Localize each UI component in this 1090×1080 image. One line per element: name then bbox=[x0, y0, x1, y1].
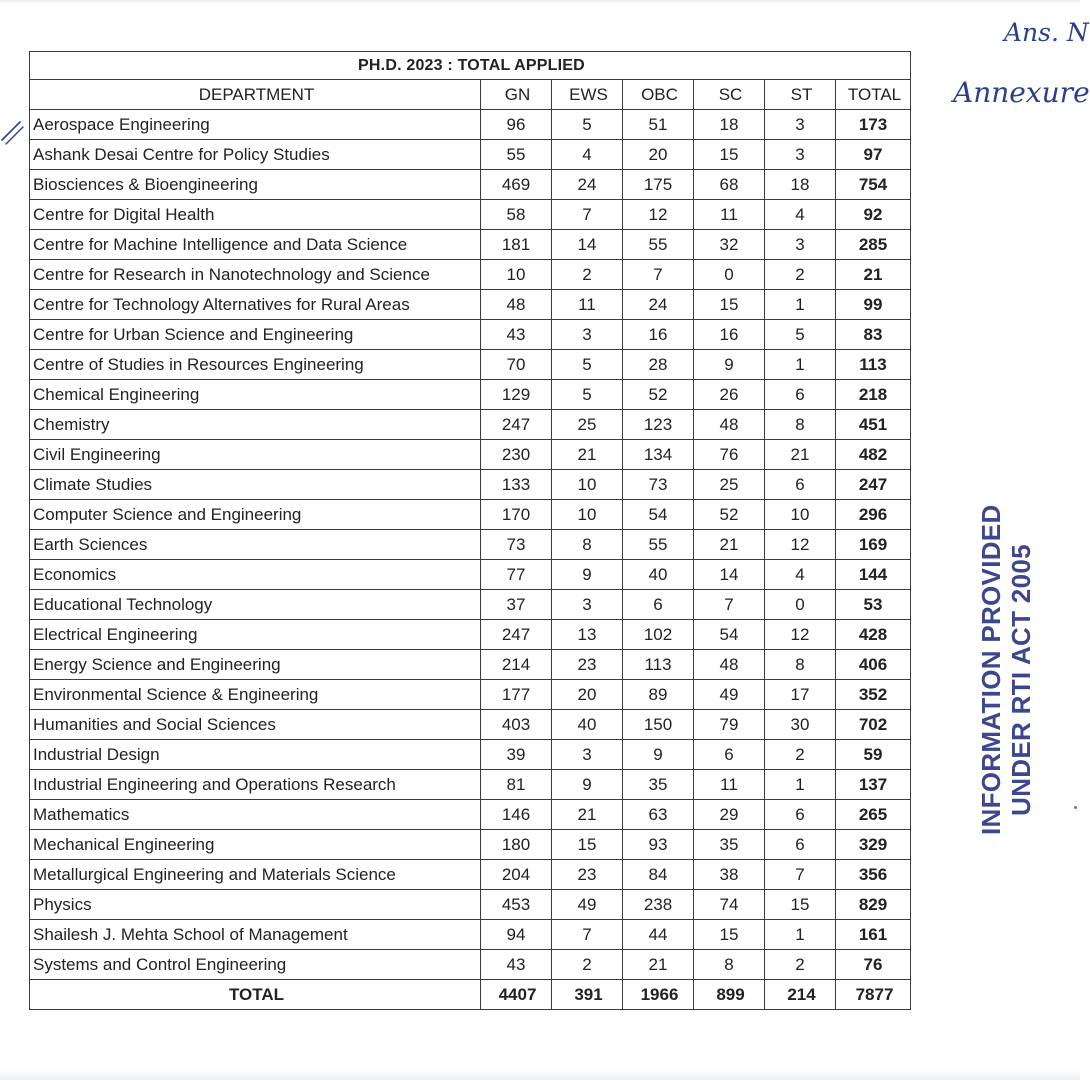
cell-department: Metallurgical Engineering and Materials Science bbox=[30, 860, 481, 890]
cell-sc: 11 bbox=[694, 200, 765, 230]
cell-sc: 0 bbox=[694, 260, 765, 290]
cell-st: 15 bbox=[765, 890, 836, 920]
cell-ews: 10 bbox=[552, 500, 623, 530]
cell-gn: 177 bbox=[481, 680, 552, 710]
cell-total: 113 bbox=[836, 350, 911, 380]
cell-sc: 76 bbox=[694, 440, 765, 470]
cell-department: Centre for Digital Health bbox=[30, 200, 481, 230]
header-total: TOTAL bbox=[836, 80, 911, 110]
cell-ews: 9 bbox=[552, 770, 623, 800]
cell-sc: 79 bbox=[694, 710, 765, 740]
pen-tick-mark bbox=[0, 116, 26, 146]
cell-sc: 32 bbox=[694, 230, 765, 260]
cell-st: 3 bbox=[765, 230, 836, 260]
cell-total: 59 bbox=[836, 740, 911, 770]
cell-st: 21 bbox=[765, 440, 836, 470]
cell-ews: 3 bbox=[552, 320, 623, 350]
table-row bbox=[30, 680, 911, 710]
table-row bbox=[30, 230, 911, 260]
cell-total: 829 bbox=[836, 890, 911, 920]
cell-obc: 123 bbox=[623, 410, 694, 440]
cell-st: 6 bbox=[765, 800, 836, 830]
table-row bbox=[30, 260, 911, 290]
table-row bbox=[30, 350, 911, 380]
cell-sc: 48 bbox=[694, 410, 765, 440]
cell-department: Centre of Studies in Resources Engineering bbox=[30, 350, 481, 380]
table-row bbox=[30, 920, 911, 950]
cell-department: Humanities and Social Sciences bbox=[30, 710, 481, 740]
ink-speck bbox=[1074, 806, 1077, 809]
stamp-line-1: INFORMATION PROVIDED bbox=[976, 504, 1006, 835]
cell-gn: 77 bbox=[481, 560, 552, 590]
cell-sc: 6 bbox=[694, 740, 765, 770]
cell-obc: 150 bbox=[623, 710, 694, 740]
cell-total: 83 bbox=[836, 320, 911, 350]
table-row bbox=[30, 530, 911, 560]
cell-obc: 9 bbox=[623, 740, 694, 770]
cell-st: 30 bbox=[765, 710, 836, 740]
cell-department: Centre for Technology Alternatives for Rural Areas bbox=[30, 290, 481, 320]
cell-ews: 3 bbox=[552, 740, 623, 770]
cell-gn: 133 bbox=[481, 470, 552, 500]
cell-gn: 58 bbox=[481, 200, 552, 230]
cell-gn: 403 bbox=[481, 710, 552, 740]
table-row bbox=[30, 110, 911, 140]
table-row bbox=[30, 380, 911, 410]
table-row bbox=[30, 800, 911, 830]
cell-department: Climate Studies bbox=[30, 470, 481, 500]
rti-stamp bbox=[976, 504, 1036, 835]
cell-st: 0 bbox=[765, 590, 836, 620]
page-edge-top bbox=[0, 0, 1080, 4]
cell-obc: 35 bbox=[623, 770, 694, 800]
table-row bbox=[30, 500, 911, 530]
cell-ews: 15 bbox=[552, 830, 623, 860]
cell-st: 7 bbox=[765, 860, 836, 890]
cell-obc: 238 bbox=[623, 890, 694, 920]
cell-total: 352 bbox=[836, 680, 911, 710]
cell-gn: 247 bbox=[481, 410, 552, 440]
cell-gn: 55 bbox=[481, 140, 552, 170]
header-gn: GN bbox=[481, 80, 552, 110]
cell-sc: 21 bbox=[694, 530, 765, 560]
totals-st: 214 bbox=[765, 980, 836, 1010]
cell-obc: 12 bbox=[623, 200, 694, 230]
cell-obc: 52 bbox=[623, 380, 694, 410]
table-row bbox=[30, 200, 911, 230]
table-row bbox=[30, 620, 911, 650]
cell-gn: 230 bbox=[481, 440, 552, 470]
cell-ews: 13 bbox=[552, 620, 623, 650]
cell-gn: 170 bbox=[481, 500, 552, 530]
cell-ews: 9 bbox=[552, 560, 623, 590]
cell-st: 5 bbox=[765, 320, 836, 350]
cell-gn: 70 bbox=[481, 350, 552, 380]
cell-total: 356 bbox=[836, 860, 911, 890]
cell-st: 6 bbox=[765, 380, 836, 410]
cell-department: Shailesh J. Mehta School of Management bbox=[30, 920, 481, 950]
cell-ews: 2 bbox=[552, 950, 623, 980]
cell-total: 296 bbox=[836, 500, 911, 530]
cell-gn: 94 bbox=[481, 920, 552, 950]
cell-ews: 40 bbox=[552, 710, 623, 740]
cell-sc: 15 bbox=[694, 920, 765, 950]
cell-obc: 20 bbox=[623, 140, 694, 170]
table-row bbox=[30, 560, 911, 590]
cell-sc: 74 bbox=[694, 890, 765, 920]
cell-total: 285 bbox=[836, 230, 911, 260]
cell-sc: 38 bbox=[694, 860, 765, 890]
cell-obc: 102 bbox=[623, 620, 694, 650]
cell-total: 406 bbox=[836, 650, 911, 680]
cell-obc: 28 bbox=[623, 350, 694, 380]
cell-ews: 7 bbox=[552, 920, 623, 950]
cell-obc: 16 bbox=[623, 320, 694, 350]
cell-ews: 10 bbox=[552, 470, 623, 500]
cell-department: Civil Engineering bbox=[30, 440, 481, 470]
cell-ews: 21 bbox=[552, 800, 623, 830]
table-row bbox=[30, 440, 911, 470]
cell-ews: 2 bbox=[552, 260, 623, 290]
cell-total: 53 bbox=[836, 590, 911, 620]
handwritten-note-answer: Ans. N bbox=[1004, 18, 1089, 47]
cell-gn: 39 bbox=[481, 740, 552, 770]
cell-st: 2 bbox=[765, 740, 836, 770]
cell-gn: 43 bbox=[481, 320, 552, 350]
cell-total: 702 bbox=[836, 710, 911, 740]
cell-sc: 49 bbox=[694, 680, 765, 710]
cell-st: 6 bbox=[765, 830, 836, 860]
cell-department: Computer Science and Engineering bbox=[30, 500, 481, 530]
cell-obc: 6 bbox=[623, 590, 694, 620]
cell-st: 3 bbox=[765, 140, 836, 170]
table-row bbox=[30, 860, 911, 890]
cell-gn: 204 bbox=[481, 860, 552, 890]
cell-gn: 37 bbox=[481, 590, 552, 620]
cell-department: Centre for Machine Intelligence and Data Science bbox=[30, 230, 481, 260]
cell-obc: 24 bbox=[623, 290, 694, 320]
cell-department: Systems and Control Engineering bbox=[30, 950, 481, 980]
cell-obc: 40 bbox=[623, 560, 694, 590]
cell-sc: 15 bbox=[694, 290, 765, 320]
cell-st: 8 bbox=[765, 650, 836, 680]
totals-ews: 391 bbox=[552, 980, 623, 1010]
cell-st: 12 bbox=[765, 530, 836, 560]
table-title: PH.D. 2023 : TOTAL APPLIED bbox=[30, 52, 911, 80]
cell-department: Mechanical Engineering bbox=[30, 830, 481, 860]
cell-sc: 15 bbox=[694, 140, 765, 170]
cell-ews: 25 bbox=[552, 410, 623, 440]
header-department: DEPARTMENT bbox=[30, 80, 481, 110]
cell-total: 265 bbox=[836, 800, 911, 830]
cell-ews: 23 bbox=[552, 860, 623, 890]
cell-gn: 181 bbox=[481, 230, 552, 260]
cell-sc: 26 bbox=[694, 380, 765, 410]
cell-st: 6 bbox=[765, 470, 836, 500]
cell-obc: 54 bbox=[623, 500, 694, 530]
table-row bbox=[30, 410, 911, 440]
table-row bbox=[30, 890, 911, 920]
cell-obc: 175 bbox=[623, 170, 694, 200]
cell-total: 144 bbox=[836, 560, 911, 590]
cell-gn: 146 bbox=[481, 800, 552, 830]
table-row bbox=[30, 650, 911, 680]
cell-sc: 16 bbox=[694, 320, 765, 350]
cell-st: 4 bbox=[765, 560, 836, 590]
cell-gn: 10 bbox=[481, 260, 552, 290]
table-row bbox=[30, 770, 911, 800]
totals-gn: 4407 bbox=[481, 980, 552, 1010]
cell-st: 1 bbox=[765, 770, 836, 800]
cell-obc: 73 bbox=[623, 470, 694, 500]
cell-total: 173 bbox=[836, 110, 911, 140]
cell-ews: 21 bbox=[552, 440, 623, 470]
cell-sc: 18 bbox=[694, 110, 765, 140]
cell-ews: 14 bbox=[552, 230, 623, 260]
cell-obc: 63 bbox=[623, 800, 694, 830]
cell-department: Ashank Desai Centre for Policy Studies bbox=[30, 140, 481, 170]
table-row bbox=[30, 710, 911, 740]
cell-gn: 129 bbox=[481, 380, 552, 410]
cell-department: Centre for Urban Science and Engineering bbox=[30, 320, 481, 350]
cell-st: 2 bbox=[765, 950, 836, 980]
totals-sc: 899 bbox=[694, 980, 765, 1010]
totals-grand: 7877 bbox=[836, 980, 911, 1010]
cell-obc: 55 bbox=[623, 530, 694, 560]
header-obc: OBC bbox=[623, 80, 694, 110]
totals-row bbox=[30, 980, 911, 1010]
table-row bbox=[30, 320, 911, 350]
cell-st: 12 bbox=[765, 620, 836, 650]
totals-obc: 1966 bbox=[623, 980, 694, 1010]
cell-total: 97 bbox=[836, 140, 911, 170]
cell-ews: 11 bbox=[552, 290, 623, 320]
cell-sc: 7 bbox=[694, 590, 765, 620]
cell-total: 754 bbox=[836, 170, 911, 200]
cell-total: 428 bbox=[836, 620, 911, 650]
cell-department: Electrical Engineering bbox=[30, 620, 481, 650]
cell-ews: 3 bbox=[552, 590, 623, 620]
handwritten-note-annexure: Annexure bbox=[953, 76, 1090, 109]
totals-label: TOTAL bbox=[30, 980, 481, 1010]
cell-department: Chemical Engineering bbox=[30, 380, 481, 410]
cell-st: 1 bbox=[765, 920, 836, 950]
table-row bbox=[30, 140, 911, 170]
cell-sc: 48 bbox=[694, 650, 765, 680]
applications-table bbox=[29, 51, 911, 1010]
cell-department: Energy Science and Engineering bbox=[30, 650, 481, 680]
cell-total: 21 bbox=[836, 260, 911, 290]
cell-total: 137 bbox=[836, 770, 911, 800]
cell-st: 10 bbox=[765, 500, 836, 530]
cell-total: 76 bbox=[836, 950, 911, 980]
cell-department: Biosciences & Bioengineering bbox=[30, 170, 481, 200]
cell-department: Mathematics bbox=[30, 800, 481, 830]
table-row bbox=[30, 170, 911, 200]
cell-sc: 9 bbox=[694, 350, 765, 380]
cell-ews: 23 bbox=[552, 650, 623, 680]
cell-st: 1 bbox=[765, 350, 836, 380]
cell-department: Industrial Engineering and Operations Research bbox=[30, 770, 481, 800]
cell-gn: 214 bbox=[481, 650, 552, 680]
cell-department: Environmental Science & Engineering bbox=[30, 680, 481, 710]
cell-gn: 453 bbox=[481, 890, 552, 920]
header-st: ST bbox=[765, 80, 836, 110]
cell-st: 4 bbox=[765, 200, 836, 230]
cell-obc: 55 bbox=[623, 230, 694, 260]
table-row bbox=[30, 290, 911, 320]
cell-sc: 25 bbox=[694, 470, 765, 500]
page-edge-bottom bbox=[0, 1070, 1080, 1080]
cell-sc: 68 bbox=[694, 170, 765, 200]
header-ews: EWS bbox=[552, 80, 623, 110]
cell-total: 451 bbox=[836, 410, 911, 440]
cell-department: Educational Technology bbox=[30, 590, 481, 620]
cell-total: 329 bbox=[836, 830, 911, 860]
cell-sc: 11 bbox=[694, 770, 765, 800]
cell-obc: 89 bbox=[623, 680, 694, 710]
cell-sc: 8 bbox=[694, 950, 765, 980]
cell-st: 18 bbox=[765, 170, 836, 200]
table-row bbox=[30, 740, 911, 770]
cell-obc: 113 bbox=[623, 650, 694, 680]
cell-total: 92 bbox=[836, 200, 911, 230]
table-row bbox=[30, 950, 911, 980]
cell-department: Physics bbox=[30, 890, 481, 920]
cell-gn: 73 bbox=[481, 530, 552, 560]
table-row bbox=[30, 830, 911, 860]
cell-total: 99 bbox=[836, 290, 911, 320]
cell-obc: 21 bbox=[623, 950, 694, 980]
cell-total: 169 bbox=[836, 530, 911, 560]
cell-obc: 7 bbox=[623, 260, 694, 290]
cell-st: 2 bbox=[765, 260, 836, 290]
cell-gn: 180 bbox=[481, 830, 552, 860]
cell-obc: 44 bbox=[623, 920, 694, 950]
cell-total: 482 bbox=[836, 440, 911, 470]
cell-st: 8 bbox=[765, 410, 836, 440]
cell-obc: 93 bbox=[623, 830, 694, 860]
cell-ews: 8 bbox=[552, 530, 623, 560]
cell-st: 3 bbox=[765, 110, 836, 140]
cell-obc: 51 bbox=[623, 110, 694, 140]
cell-department: Economics bbox=[30, 560, 481, 590]
cell-total: 247 bbox=[836, 470, 911, 500]
cell-obc: 134 bbox=[623, 440, 694, 470]
cell-gn: 469 bbox=[481, 170, 552, 200]
cell-department: Industrial Design bbox=[30, 740, 481, 770]
cell-ews: 5 bbox=[552, 110, 623, 140]
header-row bbox=[30, 80, 911, 110]
table-row bbox=[30, 470, 911, 500]
cell-obc: 84 bbox=[623, 860, 694, 890]
cell-ews: 4 bbox=[552, 140, 623, 170]
cell-department: Earth Sciences bbox=[30, 530, 481, 560]
cell-gn: 247 bbox=[481, 620, 552, 650]
cell-gn: 81 bbox=[481, 770, 552, 800]
cell-gn: 43 bbox=[481, 950, 552, 980]
header-sc: SC bbox=[694, 80, 765, 110]
cell-sc: 29 bbox=[694, 800, 765, 830]
cell-department: Chemistry bbox=[30, 410, 481, 440]
cell-ews: 7 bbox=[552, 200, 623, 230]
cell-total: 161 bbox=[836, 920, 911, 950]
cell-department: Aerospace Engineering bbox=[30, 110, 481, 140]
cell-gn: 48 bbox=[481, 290, 552, 320]
cell-gn: 96 bbox=[481, 110, 552, 140]
cell-ews: 20 bbox=[552, 680, 623, 710]
cell-st: 1 bbox=[765, 290, 836, 320]
cell-sc: 54 bbox=[694, 620, 765, 650]
cell-sc: 14 bbox=[694, 560, 765, 590]
cell-ews: 5 bbox=[552, 350, 623, 380]
cell-sc: 35 bbox=[694, 830, 765, 860]
cell-st: 17 bbox=[765, 680, 836, 710]
cell-department: Centre for Research in Nanotechnology and Science bbox=[30, 260, 481, 290]
cell-ews: 49 bbox=[552, 890, 623, 920]
cell-total: 218 bbox=[836, 380, 911, 410]
table-row bbox=[30, 590, 911, 620]
cell-sc: 52 bbox=[694, 500, 765, 530]
table-body bbox=[30, 110, 911, 980]
cell-ews: 24 bbox=[552, 170, 623, 200]
cell-ews: 5 bbox=[552, 380, 623, 410]
stamp-line-2: UNDER RTI ACT 2005 bbox=[1006, 544, 1036, 816]
